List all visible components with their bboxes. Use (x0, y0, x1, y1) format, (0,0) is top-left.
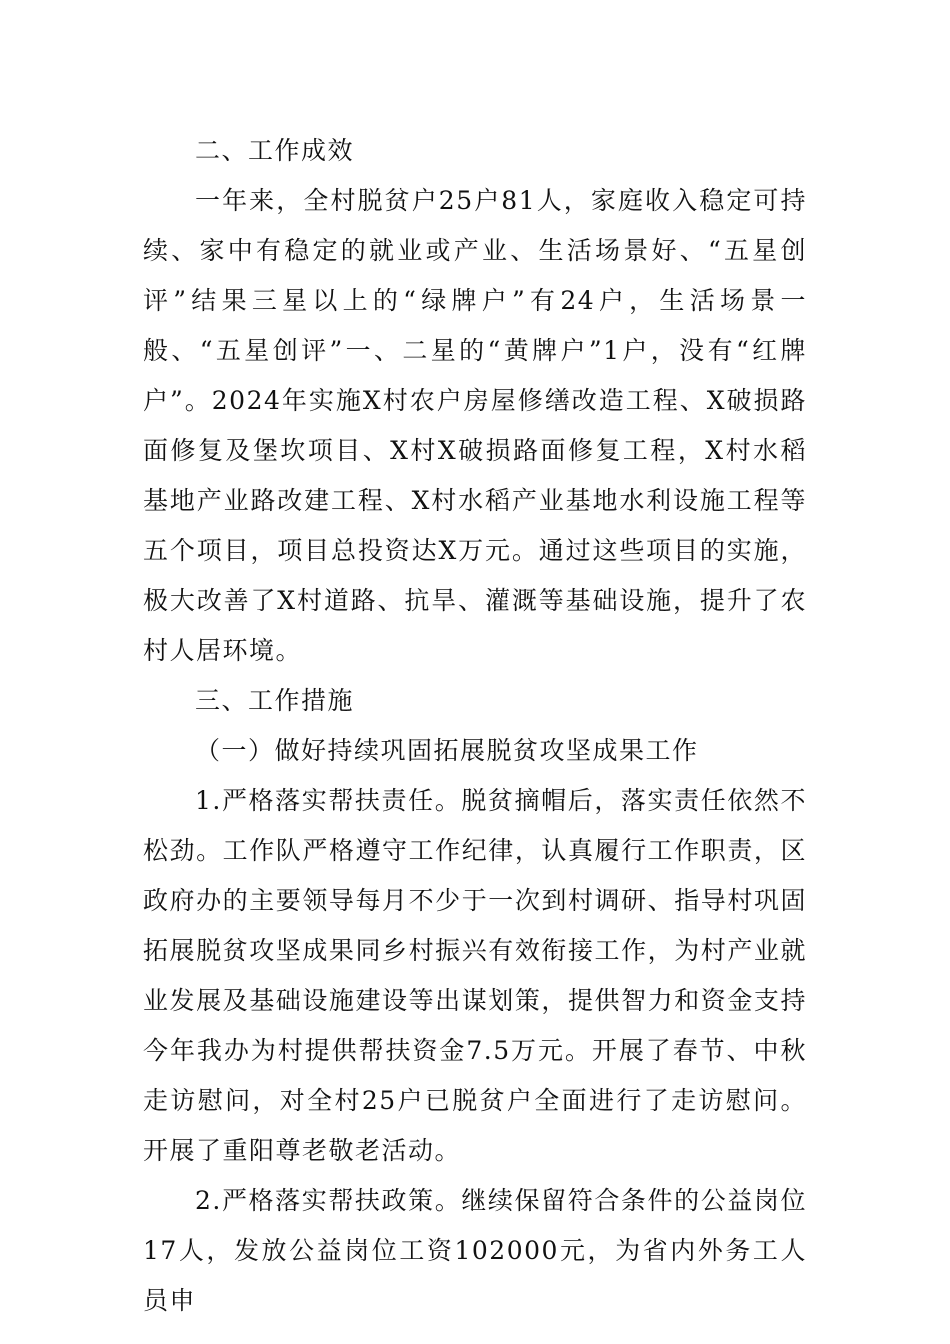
item-1-paragraph: 1.严格落实帮扶责任。脱贫摘帽后，落实责任依然不松劲。工作队严格遵守工作纪律，认真履行工作职责，区政府办的主要领导每月不少于一次到村调研、指导村巩固拓展脱贫攻坚成果同乡村振兴有效衔接工作，为村产业就业发展及基础设施建设等出谋划策，提供智力和资金支持今年我办为村提供帮扶资金7.5万元。开展了春节、中秋走访慰问，对全村25户已脱贫户全面进行了走访慰问。开展了重阳尊老敬老活动。 (143, 786, 807, 1165)
document-body (143, 126, 807, 1326)
subsection-heading-consolidate: （一）做好持续巩固拓展脱贫攻坚成果工作 (195, 736, 699, 765)
results-paragraph: 一年来，全村脱贫户25户81人，家庭收入稳定可持续、家中有稳定的就业或产业、生活场景好、“五星创评”结果三星以上的“绿牌户”有24户，生活场景一般、“五星创评”一、二星的“黄牌户”1户，没有“红牌户”。2024年实施X村农户房屋修缮改造工程、X破损路面修复及堡坎项目、X村X破损路面修复工程，X村水稻基地产业路改建工程、X村水稻产业基地水利设施工程等五个项目，项目总投资达X万元。通过这些项目的实施，极大改善了X村道路、抗旱、灌溉等基础设施，提升了农村人居环境。 (143, 186, 807, 665)
section-heading-measures: 三、工作措施 (195, 686, 355, 715)
item-2-paragraph: 2.严格落实帮扶政策。继续保留符合条件的公益岗位17人，发放公益岗位工资102000元，为省内外务工人员申 (143, 1186, 807, 1315)
section-heading-results: 二、工作成效 (195, 136, 355, 165)
